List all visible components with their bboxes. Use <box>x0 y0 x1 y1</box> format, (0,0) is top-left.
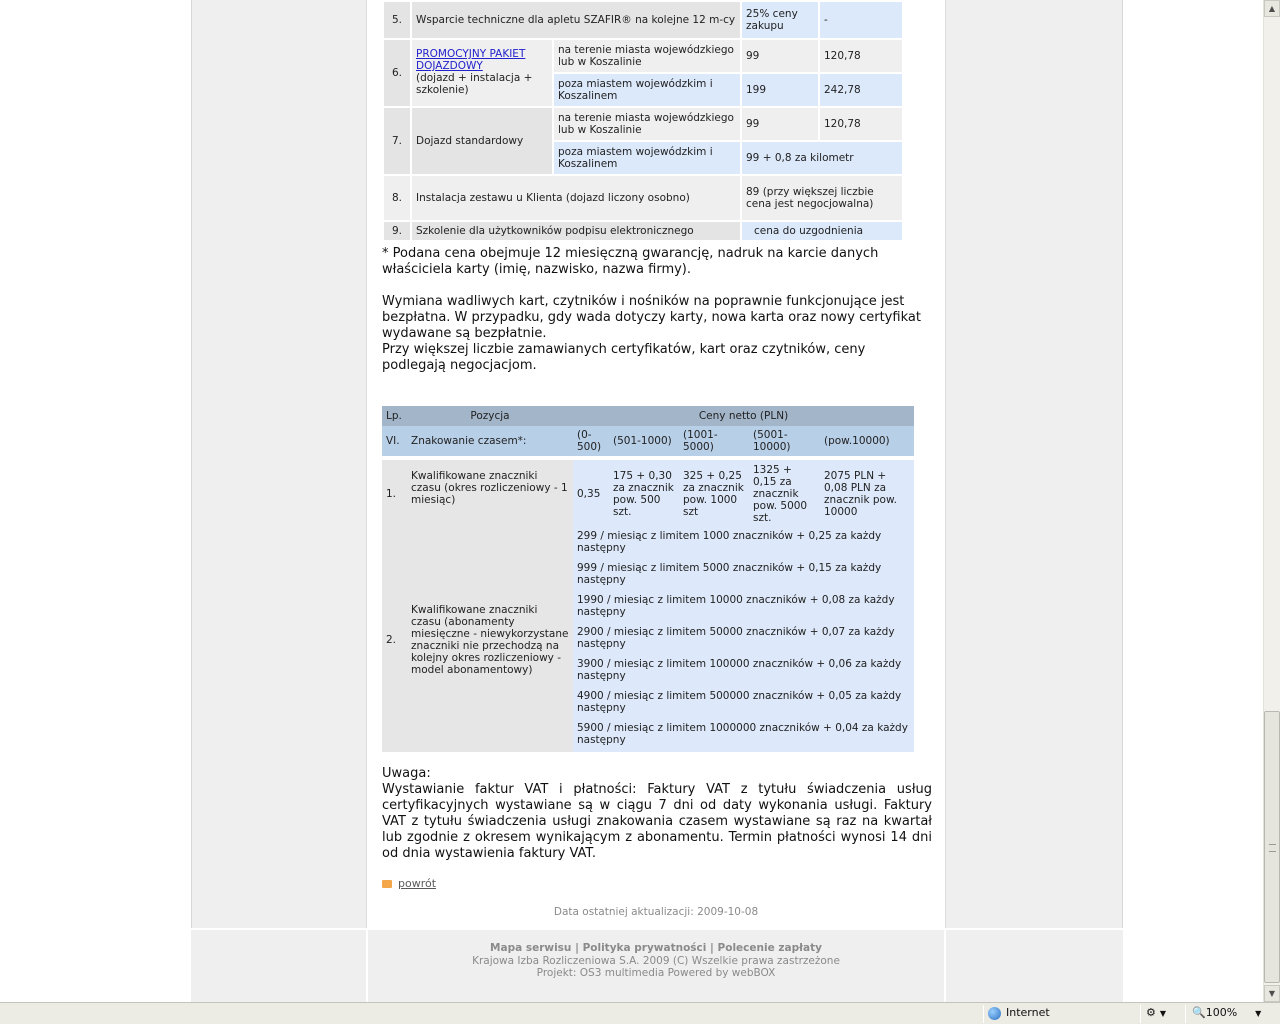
row-description: Kwalifikowane znaczniki czasu (abonamenty miesięczne - niewykorzystane znaczniki nie przechodzą na kolejny okres rozliczeniowy - model abonamentowy) <box>407 528 573 752</box>
row-number: 8. <box>384 176 410 220</box>
footer <box>191 928 1123 1002</box>
header-lp: Lp. <box>382 406 407 426</box>
sub-label: poza miastem wojewódzkim i Koszalinem <box>554 74 740 106</box>
footer-link-sitemap[interactable]: Mapa serwisu <box>490 942 572 954</box>
status-divider <box>1185 1005 1186 1023</box>
status-bar <box>0 1002 1280 1024</box>
price-cell: 175 + 0,30 za znacznik pow. 500 szt. <box>609 458 679 528</box>
rss-icon <box>382 880 392 888</box>
security-zone[interactable] <box>988 1006 1050 1020</box>
header-ceny: Ceny netto (PLN) <box>573 406 914 426</box>
vertical-scrollbar[interactable] <box>1263 0 1280 1002</box>
back-link-wrapper <box>382 877 436 890</box>
chevron-down-icon: ▼ <box>1255 1009 1262 1018</box>
row-number: 2. <box>382 528 407 752</box>
zoom-level: 100% <box>1205 1006 1238 1019</box>
footer-credits: Projekt: OS3 multimedia Powered by webBOX <box>536 967 776 979</box>
sub-label: poza miastem wojewódzkim i Koszalinem <box>554 142 740 174</box>
scroll-thumb[interactable] <box>1264 711 1280 983</box>
plan-item: 4900 / miesiąc z limitem 500000 znaczników + 0,05 za każdy następny <box>577 690 902 714</box>
replacement-note: Wymiana wadliwych kart, czytników i nośników na poprawnie funkcjonujące jest bezpłatna. W przypadku, gdy wada dotyczy karty, nowa karta oraz nowy certyfikat wydawane są bezpłatnie. <box>382 294 921 341</box>
status-divider <box>1140 1005 1141 1023</box>
price-netto: cena do uzgodnienia <box>742 222 902 240</box>
section-header <box>382 426 914 458</box>
promo-package-note: (dojazd + instalacja + szkolenie) <box>416 72 533 96</box>
table-row <box>384 2 902 38</box>
price-netto: 89 (przy większej liczbie cena jest negocjowalna) <box>742 176 902 220</box>
plan-item: 999 / miesiąc z limitem 5000 znaczników + 0,15 za każdy następny <box>577 562 882 586</box>
footer-inner <box>366 930 946 1002</box>
row-description: Kwalifikowane znaczniki czasu (okres rozliczeniowy - 1 miesiąc) <box>407 458 573 528</box>
sub-label: na terenie miasta wojewódzkiego lub w Koszalinie <box>554 40 740 72</box>
price-netto: 99 <box>742 40 818 72</box>
last-update: Data ostatniej aktualizacji: 2009-10-08 <box>553 906 759 918</box>
warranty-note: * Podana cena obejmuje 12 miesięczną gwarancję, nadruk na karcie danych właściciela karty (imię, nazwisko, nazwa firmy). <box>382 246 879 277</box>
table-row <box>382 528 914 752</box>
plan-item: 2900 / miesiąc z limitem 50000 znaczników + 0,07 za każdy następny <box>577 626 895 650</box>
subscription-plans <box>573 528 914 752</box>
price-cell: 2075 PLN + 0,08 PLN za znacznik pow. 10000 <box>820 458 914 528</box>
plan-item: 1990 / miesiąc z limitem 10000 znaczników + 0,08 za każdy następny <box>577 594 895 618</box>
plan-item: 299 / miesiąc z limitem 1000 znaczników + 0,25 za każdy następny <box>577 530 882 554</box>
price-cell: 325 + 0,25 za znacznik pow. 1000 szt <box>679 458 749 528</box>
plan-item: 3900 / miesiąc z limitem 100000 znaczników + 0,06 za każdy następny <box>577 658 902 682</box>
row-description: Instalacja zestawu u Klienta (dojazd liczony osobno) <box>412 176 740 220</box>
footer-copyright: Krajowa Izba Rozliczeniowa S.A. 2009 (C) Wszelkie prawa zastrzeżone <box>472 954 840 967</box>
remark-title: Uwaga: <box>382 766 431 781</box>
table-header <box>382 406 914 426</box>
globe-icon <box>988 1007 1001 1020</box>
row-number: 9. <box>384 222 410 240</box>
price-cell: 1325 + 0,15 za znacznik pow. 5000 szt. <box>749 458 820 528</box>
remark-section <box>382 766 932 862</box>
scroll-down-button[interactable]: ▼ <box>1264 985 1280 1002</box>
grip-icon <box>1269 844 1276 852</box>
table-row <box>384 176 902 220</box>
row-number: 1. <box>382 458 407 528</box>
table-row <box>384 222 902 240</box>
magnifier-icon: 🔍 <box>1192 1006 1206 1019</box>
sub-label: na terenie miasta wojewódzkiego lub w Koszalinie <box>554 108 740 140</box>
price-netto: 99 + 0,8 za kilometr <box>742 142 902 174</box>
range-header: (0-500) <box>573 426 609 458</box>
price-netto: 25% ceny zakupu <box>742 2 818 38</box>
protected-mode-icon: ⚙ <box>1146 1006 1156 1019</box>
price-notes <box>382 246 932 374</box>
price-netto: 199 <box>742 74 818 106</box>
range-header: (1001-5000) <box>679 426 749 458</box>
promo-package-link[interactable]: PROMOCYJNY PAKIET DOJAZDOWY <box>416 48 526 72</box>
back-link[interactable]: powrót <box>398 877 437 890</box>
price-brutto: 242,78 <box>820 74 902 106</box>
row-number: 5. <box>384 2 410 38</box>
row-description <box>412 40 552 106</box>
price-table-timestamping <box>382 406 914 752</box>
table-row <box>384 108 902 140</box>
row-description: Dojazd standardowy <box>412 108 552 174</box>
range-header: (501-1000) <box>609 426 679 458</box>
price-brutto: 120,78 <box>820 40 902 72</box>
footer-separator: | <box>710 942 714 954</box>
chevron-down-icon: ▼ <box>1159 1009 1167 1018</box>
footer-separator: | <box>575 942 579 954</box>
footer-link-privacy[interactable]: Polityka prywatności <box>582 942 707 954</box>
section-title: Znakowanie czasem*: <box>407 426 573 458</box>
footer-link-direct-debit[interactable]: Polecenie zapłaty <box>717 942 822 954</box>
price-brutto: 120,78 <box>820 108 902 140</box>
row-description: Szkolenie dla użytkowników podpisu elektronicznego <box>412 222 740 240</box>
price-table-services <box>382 0 904 242</box>
table-row <box>382 458 914 528</box>
price-netto: 99 <box>742 108 818 140</box>
zoom-control[interactable] <box>1192 1006 1261 1019</box>
scroll-up-button[interactable]: ▲ <box>1264 0 1280 17</box>
price-brutto: - <box>820 2 902 38</box>
negotiation-note: Przy większej liczbie zamawianych certyfikatów, kart oraz czytników, ceny podlegają negocjacjom. <box>382 342 866 373</box>
range-header: (5001-10000) <box>749 426 820 458</box>
header-pozycja: Pozycja <box>407 406 573 426</box>
status-divider <box>983 1005 984 1023</box>
row-description: Wsparcie techniczne dla apletu SZAFIR® na kolejne 12 m-cy <box>412 2 740 38</box>
footer-links <box>368 942 944 955</box>
range-header: (pow.10000) <box>820 426 914 458</box>
protected-mode-indicator[interactable] <box>1146 1006 1166 1019</box>
zone-label: Internet <box>1006 1006 1050 1019</box>
plan-item: 5900 / miesiąc z limitem 1000000 znaczników + 0,04 za każdy następny <box>577 722 908 746</box>
row-number: 6. <box>384 40 410 106</box>
price-cell: 0,35 <box>573 458 609 528</box>
remark-text: Wystawianie faktur VAT i płatności: Faktury VAT z tytułu świadczenia usług certyfikacyjnych wystawiane są w ciągu 7 dni od daty wykonania usługi. Faktury VAT z tytułu świadczenia usługi znakowania czasem wystawiane są raz na kwartał lub zgodnie z okresem wynikającym z abonamentu. Termin płatności wynosi 14 dni od dnia wystawienia faktury VAT. <box>382 782 932 861</box>
table-row <box>384 40 902 72</box>
row-number: 7. <box>384 108 410 174</box>
section-number: VI. <box>382 426 407 458</box>
